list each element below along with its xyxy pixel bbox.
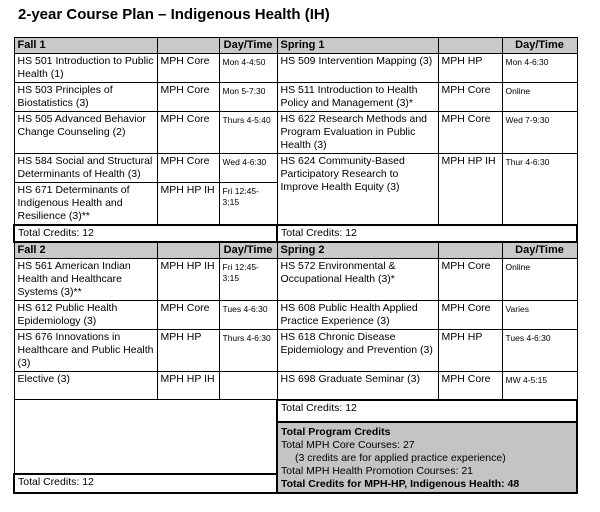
fall-course-time — [219, 372, 277, 400]
spring-course-type: MPH HP IH — [438, 154, 502, 226]
fall-course-time: Tues 4-6:30 — [219, 301, 277, 330]
spring-course-type: MPH HP — [438, 54, 502, 83]
fall-course-type: MPH Core — [157, 54, 219, 83]
fall-course-type: MPH HP — [157, 330, 219, 372]
program-credits-title: Total Program Credits — [281, 425, 391, 438]
fall-course: HS 676 Innovations in Healthcare and Public Health (3) — [14, 330, 157, 372]
fall1-header: Fall 1 — [14, 38, 157, 54]
spring-course-time: Online — [502, 259, 577, 301]
spring2-total-credits: Total Credits: 12 — [277, 400, 577, 422]
spring-course: HS 698 Graduate Seminar (3) — [277, 372, 438, 400]
spring-course: HS 572 Environmental & Occupational Health (3)* — [277, 259, 438, 301]
spring-course-type: MPH Core — [438, 112, 502, 154]
fall-course-type: MPH Core — [157, 301, 219, 330]
year1-totals-row — [14, 225, 577, 242]
fall-course: HS 584 Social and Structural Determinants of Health (3) — [14, 154, 157, 183]
fall-course-time: Mon 5-7:30 — [219, 83, 277, 112]
program-credits-total: Total Credits for MPH-HP, Indigenous Health: 48 — [281, 477, 520, 490]
spring-course-type: MPH Core — [438, 83, 502, 112]
fall-course-time: Thurs 4-5:40 — [219, 112, 277, 154]
fall-course-time: Mon 4-4:50 — [219, 54, 277, 83]
table-row — [14, 112, 577, 154]
fall-course: HS 505 Advanced Behavior Change Counseling (2) — [14, 112, 157, 154]
fall2-total-credits: Total Credits: 12 — [14, 474, 277, 492]
program-credits-hp: Total MPH Health Promotion Courses: 21 — [281, 464, 473, 477]
fall-course: HS 503 Principles of Biostatistics (3) — [14, 83, 157, 112]
spring-course: HS 509 Intervention Mapping (3) — [277, 54, 438, 83]
table-row — [14, 154, 577, 183]
fall-course-time: Thurs 4-6:30 — [219, 330, 277, 372]
program-credits-core-note: (3 credits are for applied practice experience) — [295, 451, 506, 464]
spring-course: HS 618 Chronic Disease Epidemiology and Prevention (3) — [277, 330, 438, 372]
spring2-daytime-header: Day/Time — [502, 242, 577, 259]
fall1-daytime-header: Day/Time — [219, 38, 277, 54]
fall-course: Elective (3) — [14, 372, 157, 400]
fall-course-time: Fri 12:45-3:15 — [219, 183, 277, 226]
spring-course-time: Wed 7-9:30 — [502, 112, 577, 154]
fall-course-type: MPH Core — [157, 83, 219, 112]
fall-course-time: Wed 4-6:30 — [219, 154, 277, 183]
spring-course-time: Mon 4-6:30 — [502, 54, 577, 83]
fall-course: HS 561 American Indian Health and Healthcare Systems (3)** — [14, 259, 157, 301]
spring-course: HS 624 Community-Based Participatory Research to Improve Health Equity (3) — [277, 154, 438, 226]
fall-course-type: MPH HP IH — [157, 372, 219, 400]
fall-course: HS 671 Determinants of Indigenous Health and Resilience (3)** — [14, 183, 157, 226]
page-title: 2-year Course Plan – Indigenous Health (IH) — [18, 6, 330, 23]
program-credits-box — [277, 422, 577, 493]
spring1-daytime-header: Day/Time — [502, 38, 577, 54]
year1-header-row — [14, 38, 577, 54]
spring-course-time: Tues 4-6:30 — [502, 330, 577, 372]
table-row — [14, 259, 577, 301]
fall-course-type: MPH HP IH — [157, 183, 219, 226]
spring-course: HS 608 Public Health Applied Practice Experience (3) — [277, 301, 438, 330]
table-row — [14, 330, 577, 372]
spring-course-type: MPH Core — [438, 372, 502, 400]
spring-course-time: Online — [502, 83, 577, 112]
fall2-type-header — [157, 242, 219, 259]
spring-course-time: MW 4-5:15 — [502, 372, 577, 400]
fall2-daytime-header: Day/Time — [219, 242, 277, 259]
spring1-type-header — [438, 38, 502, 54]
year2-header-row — [14, 242, 577, 259]
table-row — [14, 301, 577, 330]
table-row — [14, 54, 577, 83]
fall-course: HS 501 Introduction to Public Health (1) — [14, 54, 157, 83]
fall-course-time: Fri 12:45-3:15 — [219, 259, 277, 301]
spring-course-type: MPH Core — [438, 259, 502, 301]
fall-course-type: MPH Core — [157, 112, 219, 154]
fall1-type-header — [157, 38, 219, 54]
spring1-header: Spring 1 — [277, 38, 438, 54]
spring-course-type: MPH Core — [438, 301, 502, 330]
spring-course: HS 511 Introduction to Health Policy and Management (3)* — [277, 83, 438, 112]
fall1-total-credits: Total Credits: 12 — [14, 225, 277, 242]
table-row — [14, 400, 577, 422]
program-credits-core: Total MPH Core Courses: 27 — [281, 438, 415, 451]
spring-course: HS 622 Research Methods and Program Evaluation in Public Health (3) — [277, 112, 438, 154]
spring-course-time: Varies — [502, 301, 577, 330]
fall-course-type: MPH HP IH — [157, 259, 219, 301]
course-plan-table — [13, 37, 578, 494]
spring-course-type: MPH HP — [438, 330, 502, 372]
spring1-total-credits: Total Credits: 12 — [277, 225, 577, 242]
table-row — [14, 372, 577, 400]
fall2-blank-area — [14, 400, 277, 475]
spring2-header: Spring 2 — [277, 242, 438, 259]
fall-course: HS 612 Public Health Epidemiology (3) — [14, 301, 157, 330]
spring2-type-header — [438, 242, 502, 259]
table-row — [14, 83, 577, 112]
fall2-header: Fall 2 — [14, 242, 157, 259]
spring-course-time: Thur 4-6:30 — [502, 154, 577, 226]
fall-course-type: MPH Core — [157, 154, 219, 183]
